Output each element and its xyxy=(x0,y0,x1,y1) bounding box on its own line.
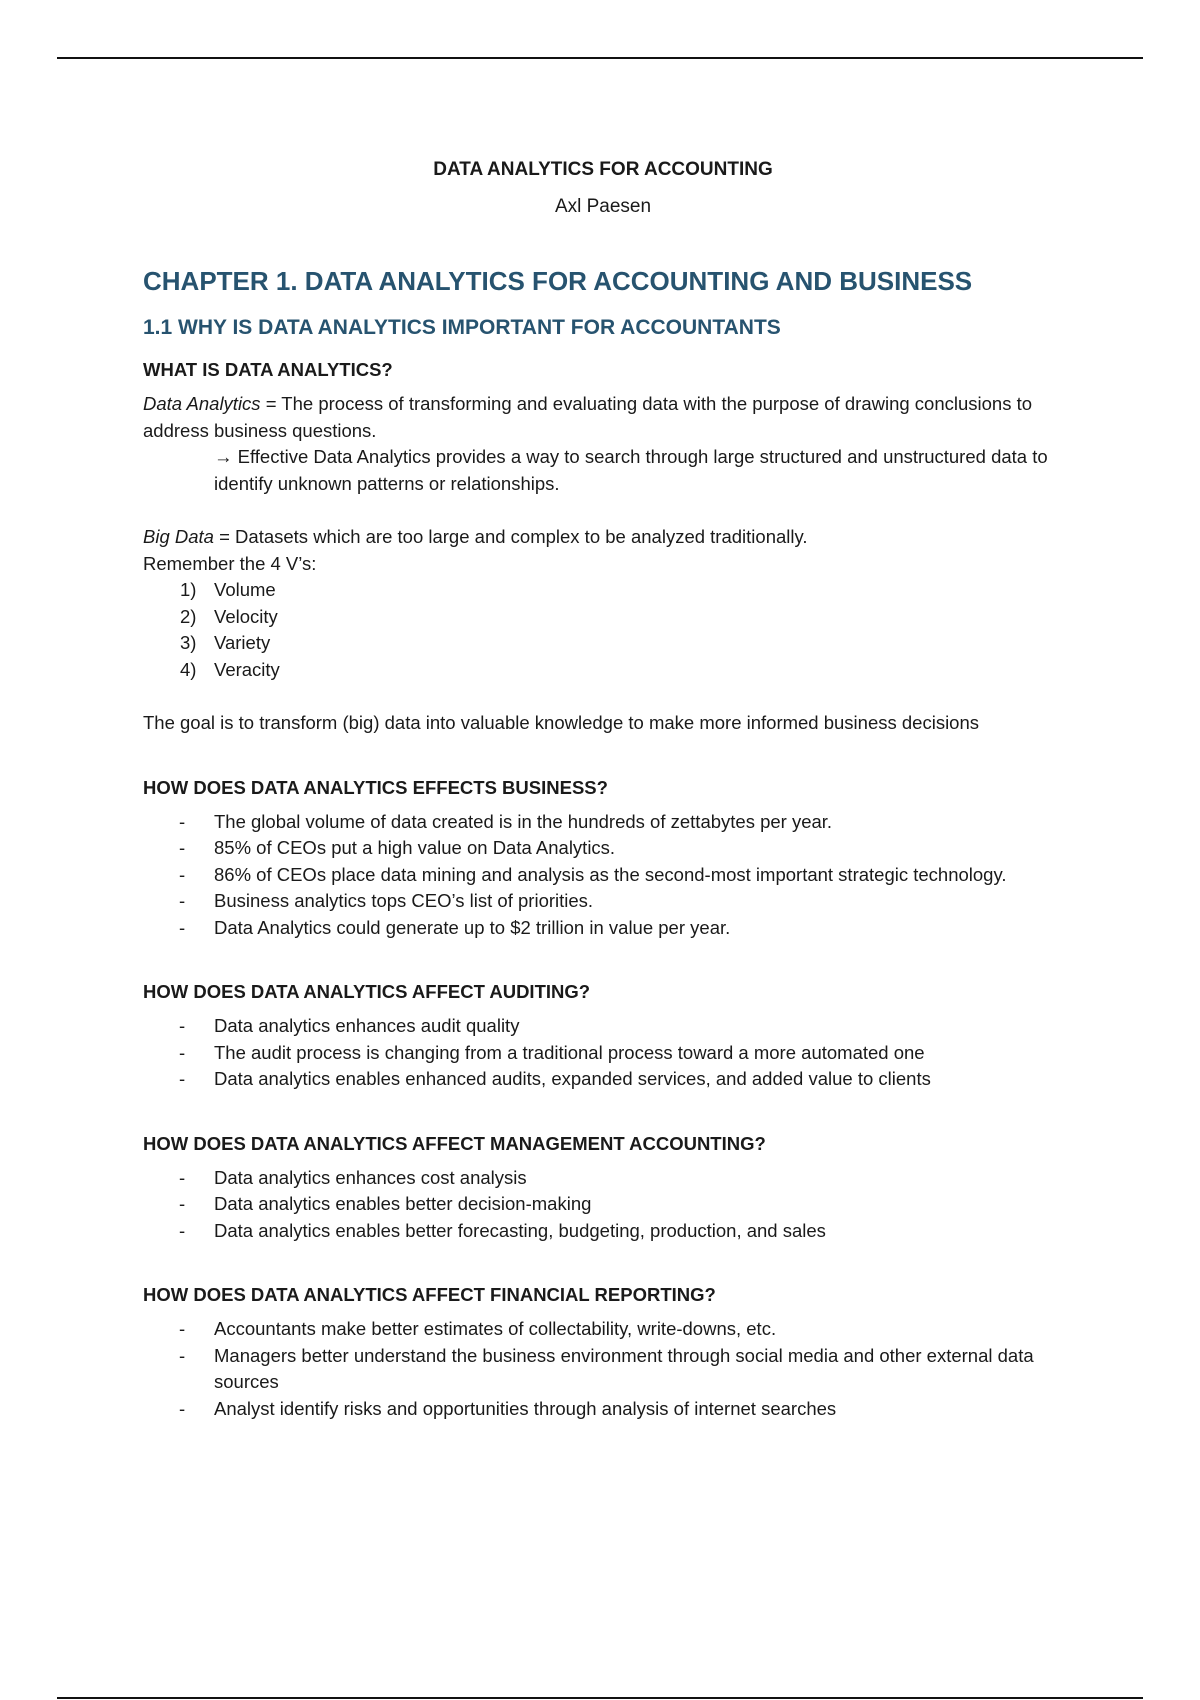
list-item: - The global volume of data created is in the hundreds of zettabytes per year. xyxy=(179,810,833,832)
data-analytics-definition xyxy=(143,391,1063,444)
auditing-heading: HOW DOES DATA ANALYTICS AFFECT AUDITING? xyxy=(143,981,591,1002)
document-page xyxy=(143,157,1063,1422)
goal-statement: The goal is to transform (big) data into valuable knowledge to make more informed business decisions xyxy=(143,712,980,733)
list-item: - 86% of CEOs place data mining and analysis as the second-most important strategic technology. xyxy=(179,863,1007,885)
list-item: - Accountants make better estimates of collectability, write-downs, etc. xyxy=(179,1318,777,1339)
auditing-list xyxy=(143,1013,1063,1093)
reporting-list xyxy=(143,1316,1063,1422)
list-item: - The audit process is changing from a traditional process toward a more automated one xyxy=(179,1041,925,1063)
chapter-heading: CHAPTER 1. DATA ANALYTICS FOR ACCOUNTING AND BUSINESS xyxy=(143,266,973,296)
big-data-term: Big Data xyxy=(143,526,214,547)
list-item: - Data analytics enhances audit quality xyxy=(179,1015,520,1036)
list-item: - Managers better understand the business environment through social media and other external data sources xyxy=(179,1344,1034,1392)
list-item: - 85% of CEOs put a high value on Data Analytics. xyxy=(179,837,616,858)
document-author: Axl Paesen xyxy=(554,196,652,217)
list-item: 1) Volume xyxy=(180,579,276,600)
data-analytics-note: → Effective Data Analytics provides a way to search through large structured and unstructured data to identify unknown patterns or relationships. xyxy=(214,446,1048,494)
list-item: 4) Veracity xyxy=(180,658,280,680)
reporting-heading: HOW DOES DATA ANALYTICS AFFECT FINANCIAL REPORTING? xyxy=(143,1284,716,1305)
management-list xyxy=(143,1165,1063,1245)
big-data-definition xyxy=(143,524,1063,551)
four-vs-list xyxy=(143,577,1063,683)
top-rule xyxy=(57,57,1143,59)
list-item: 3) Variety xyxy=(180,632,271,653)
list-item: 2) Velocity xyxy=(180,605,278,627)
list-item: - Business analytics tops CEO’s list of priorities. xyxy=(179,890,594,911)
section-heading: 1.1 WHY IS DATA ANALYTICS IMPORTANT FOR ACCOUNTANTS xyxy=(143,316,781,339)
business-heading: HOW DOES DATA ANALYTICS EFFECTS BUSINESS? xyxy=(143,776,608,798)
management-heading: HOW DOES DATA ANALYTICS AFFECT MANAGEMENT ACCOUNTING? xyxy=(143,1132,766,1154)
document-title: DATA ANALYTICS FOR ACCOUNTING xyxy=(433,159,773,180)
list-item: - Data analytics enables better decision-making xyxy=(179,1193,592,1214)
four-vs-intro: Remember the 4 V’s: xyxy=(143,552,317,574)
business-list xyxy=(143,809,1063,942)
bottom-rule xyxy=(57,1697,1143,1699)
big-data-def-text: = Datasets which are too large and complex to be analyzed traditionally. xyxy=(213,526,808,547)
list-item: - Analyst identify risks and opportunities through analysis of internet searches xyxy=(179,1397,837,1419)
list-item: - Data analytics enhances cost analysis xyxy=(179,1166,527,1188)
list-item: - Data analytics enables enhanced audits, expanded services, and added value to clients xyxy=(179,1068,931,1089)
data-analytics-term: Data Analytics xyxy=(143,393,261,414)
data-analytics-def-text: = The process of transforming and evaluating data with the purpose of drawing conclusions to address business questions. xyxy=(143,393,1033,441)
list-item: - Data analytics enables better forecasting, budgeting, production, and sales xyxy=(179,1219,826,1241)
list-item: - Data Analytics could generate up to $2 trillion in value per year. xyxy=(179,916,731,938)
what-is-heading: WHAT IS DATA ANALYTICS? xyxy=(143,359,393,380)
